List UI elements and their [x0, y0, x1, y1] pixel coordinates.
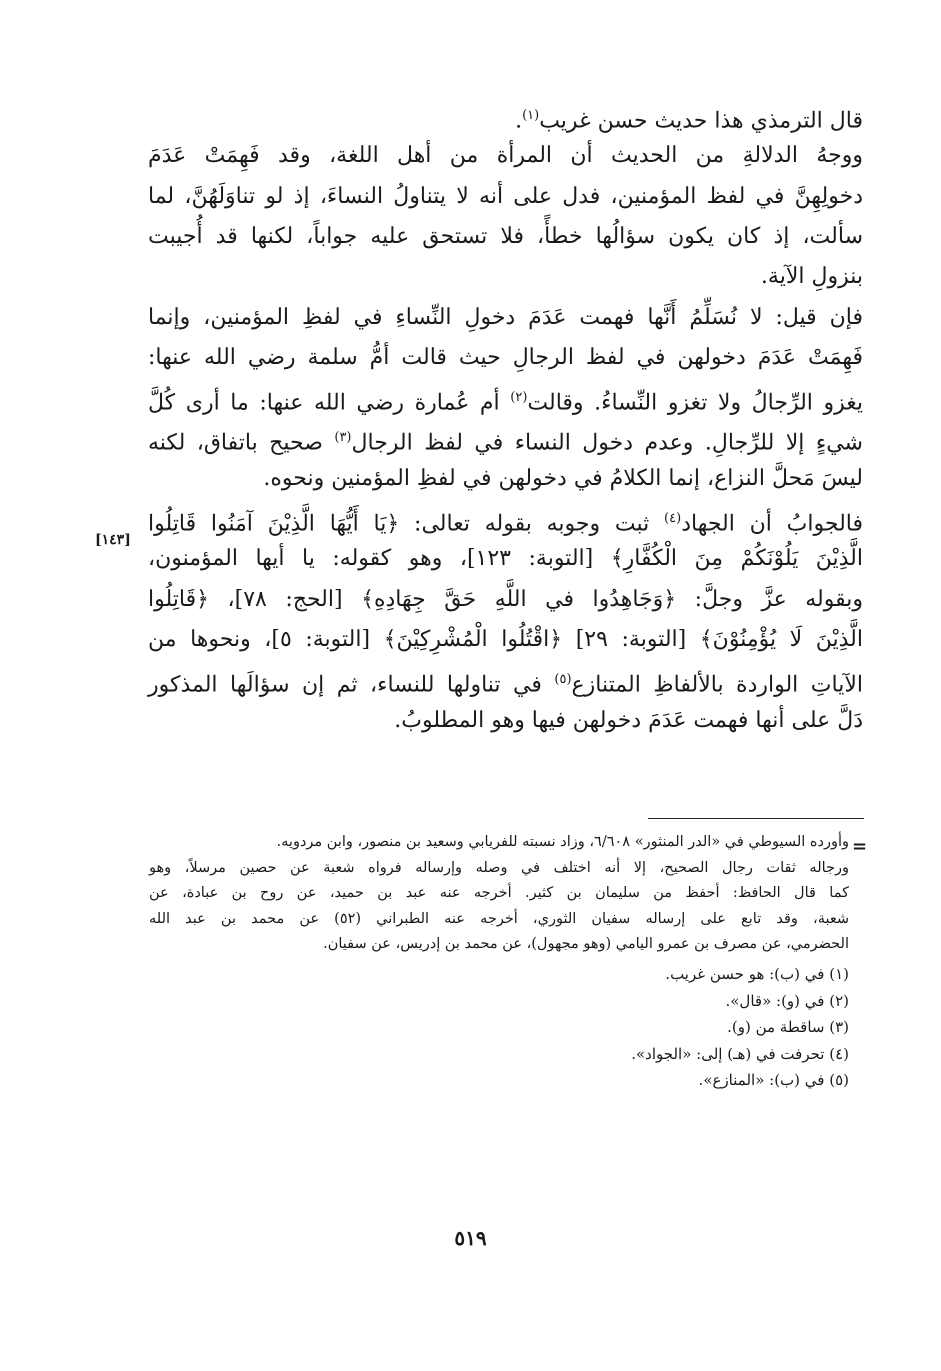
footnote-ref: (٢)	[510, 390, 528, 406]
body-line	[148, 219, 863, 255]
footnote-ref: (٤)	[664, 511, 682, 526]
footnote-separator	[648, 818, 864, 819]
body-line	[148, 340, 863, 376]
body-line	[148, 380, 863, 421]
body-line-text: سألت، إذ كان يكون سؤالُها خطأً، فلا تستحق عليه جواباً، لكنها قد أُجيبت	[148, 223, 863, 249]
footnote-continuation-line: الحضرمي، عن مصرف بن عمرو اليامي (وهو مجهول)، عن محمد بن إدريس، عن سفيان.	[323, 936, 849, 952]
footnote-continuation-line: شعبة، وقد تابع على إرساله سفيان الثوري، أخرجه عنه الطبراني (٥٢) عن محمد بن عبد الله	[149, 910, 849, 927]
footnote-ref: (٣)	[334, 430, 352, 446]
body-line	[148, 582, 863, 618]
footnote-continuation-line: كما قال الحافظ: أحفظ من سليمان بن كثير. أخرجه عنه عبد بن حميد، عن روح بن عبادة، عن	[149, 885, 849, 901]
footnote-ref: (١)	[522, 108, 540, 123]
footnote-continuation-line: ورجاله ثقات رجال الصحيح، إلا أنه اختلف في وصله وإرساله فرواه شعبة عن حصين مرسلاً، وهو	[149, 859, 849, 876]
body-line	[148, 662, 863, 703]
body-line-text: فالجوابُ أن الجهاد	[681, 511, 863, 537]
page-number: ٥١٩	[454, 1226, 487, 1250]
body-line-text: دَلَّ على أنها فهمت عَدَمَ دخولهن فيها وهو المطلوبُ.	[394, 707, 863, 733]
body-line-text: صحيح باتفاق، لكنه	[148, 430, 335, 456]
body-line-text: قال الترمذي هذا حديث حسن غريب	[539, 108, 863, 134]
footnote-item: (٤) تحرفت في (هـ) إلى: «الجواد».	[631, 1044, 849, 1063]
body-line-text: فإن قيل: لا نُسَلِّمُ أَنَّها فهمت عَدَمَ دخولِ النِّساءِ في لفظِ المؤمنين، وإنما	[148, 304, 863, 330]
body-line-text: ليسَ مَحلَّ النزاع، إنما الكلامُ في دخولهن في لفظِ المؤمنين ونحوه.	[263, 465, 863, 491]
body-line-text: ووجهُ الدلالةِ من الحديث أن المرأة من أهل اللغة، وقد فَهِمَتْ عَدَمَ	[148, 143, 863, 169]
footnote-item: (٢) في (و): «قال».	[725, 991, 849, 1010]
footnote-item: (٥) في (ب): «المنازع».	[698, 1071, 849, 1089]
body-line	[148, 420, 863, 461]
body-line	[148, 300, 863, 336]
footnote-ref: (٥)	[554, 672, 572, 688]
body-line-text: دخولِهِنَّ في لفظ المؤمنين، فدل على أنه لا يتناولُ النساءَ، إذ لو تناوَلَهُنَّ، لما	[148, 183, 863, 209]
body-line-text: يغزو الرِّجالُ ولا تغزو النِّساءُ. وقالت	[527, 390, 863, 416]
footnote-continuation-line: وأورده السيوطي في «الدر المنثور» ٦/٦٠٨، وزاد نسبته للفريابي وسعيد بن منصور، وابن مردويه.	[276, 834, 849, 850]
footnote-item: (١) في (ب): هو حسن غريب.	[665, 965, 849, 983]
body-line-text: الآياتِ الواردة بالألفاظِ المتنازع	[571, 672, 863, 698]
body-line	[148, 622, 863, 658]
continuation-mark: =	[852, 836, 868, 857]
body-line-text: الَّذِيْنَ لَا يُؤْمِنُوْنَ﴾ [التوبة: ٢٩] ﴿اقْتُلُوا الْمُشْرِكِيْنَ﴾ [التوبة: ٥]، ونحوها من	[148, 626, 863, 652]
body-line-text: شيءٍ إلا للرِّجالِ. وعدم دخول النساء في لفظ الرجال	[351, 430, 863, 456]
body-line	[148, 179, 863, 215]
body-line	[148, 541, 863, 577]
footnote-item: (٣) ساقطة من (و).	[727, 1018, 849, 1036]
body-line	[148, 98, 863, 139]
body-line-text: الَّذِيْنَ يَلُوْنَكُمْ مِنَ الْكُفَّارِ﴾ [التوبة: ١٢٣]، وهو كقوله: يا أيها المؤمنون،	[148, 546, 863, 572]
body-line-text: وبقوله عزَّ وجلَّ: ﴿وَجَاهِدُوا في اللَّهِ حَقَّ جِهَادِهِ﴾ [الحج: ٧٨]، ﴿قَاتِلُوا	[148, 586, 864, 612]
body-line	[148, 703, 863, 739]
body-line	[148, 138, 863, 174]
body-line	[148, 259, 863, 295]
body-line	[148, 501, 863, 542]
body-line-text: أم عُمارة رضي الله عنها: ما أرى كُلَّ	[148, 390, 511, 416]
body-line-text: فَهِمَتْ عَدَمَ دخولهن في لفظ الرجالِ حيث قالت أمُّ سلمة رضي الله عنها:	[148, 344, 863, 370]
body-line-text: ثبت وجوبه بقوله تعالى: ﴿يَا أَيُّهَا الَّذِيْنَ آمَنُوا قَاتِلُوا	[148, 511, 665, 537]
body-line-text: .	[515, 108, 523, 134]
body-line-text: في تناولها للنساء، ثم إن سؤالَها المذكور	[148, 672, 555, 698]
body-line-text: بنزولِ الآية.	[760, 264, 863, 290]
body-line	[148, 461, 863, 497]
margin-marker: [١٤٣]	[95, 532, 131, 548]
